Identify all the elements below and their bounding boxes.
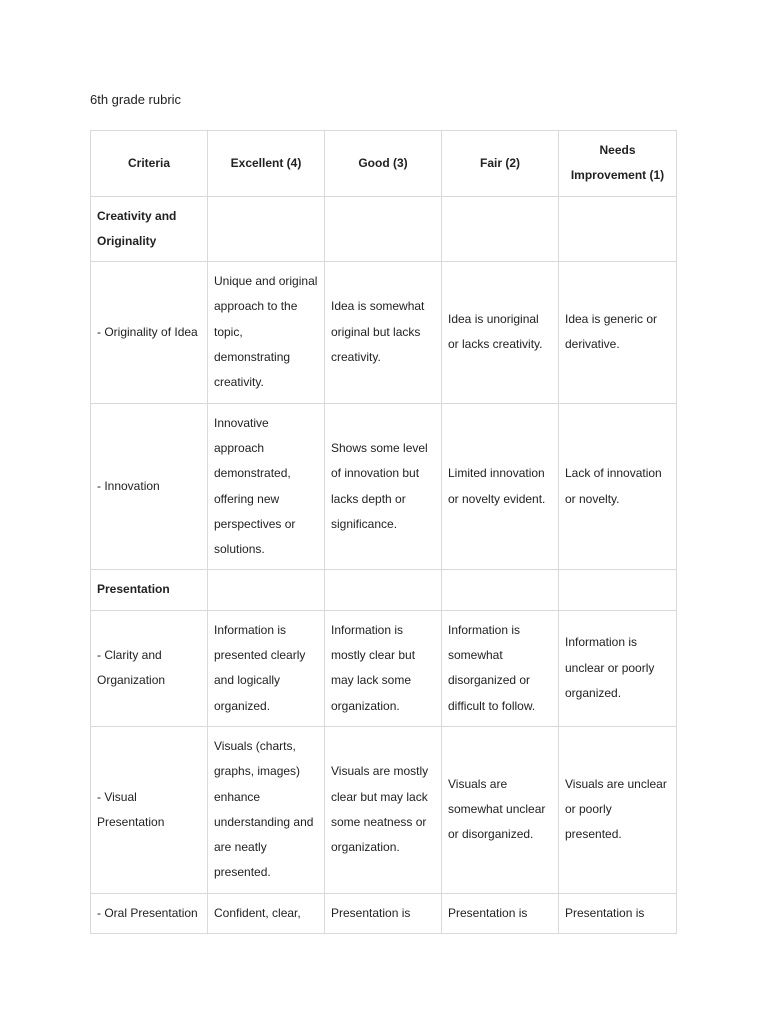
header-fair: Fair (2) xyxy=(442,131,559,197)
table-row xyxy=(91,403,677,570)
criteria-cell: - Oral Presentation xyxy=(91,893,208,933)
good-cell: Presentation is xyxy=(325,893,442,933)
section-label: Creativity and Originality xyxy=(91,196,208,262)
header-needs-improvement: Needs Improvement (1) xyxy=(559,131,677,197)
fair-cell: Visuals are somewhat unclear or disorganized. xyxy=(442,726,559,893)
table-row xyxy=(91,726,677,893)
excellent-cell: Innovative approach demonstrated, offering new perspectives or solutions. xyxy=(208,403,325,570)
header-excellent: Excellent (4) xyxy=(208,131,325,197)
table-row xyxy=(91,262,677,403)
table-cell xyxy=(559,570,677,610)
table-cell xyxy=(442,570,559,610)
fair-cell: Idea is unoriginal or lacks creativity. xyxy=(442,262,559,403)
header-criteria: Criteria xyxy=(91,131,208,197)
needs-improvement-cell: Presentation is xyxy=(559,893,677,933)
table-cell xyxy=(559,196,677,262)
needs-improvement-cell: Idea is generic or derivative. xyxy=(559,262,677,403)
excellent-cell: Confident, clear, xyxy=(208,893,325,933)
criteria-cell: - Innovation xyxy=(91,403,208,570)
table-cell xyxy=(325,570,442,610)
excellent-cell: Unique and original approach to the topic, demonstrating creativity. xyxy=(208,262,325,403)
good-cell: Idea is somewhat original but lacks creativity. xyxy=(325,262,442,403)
table-cell xyxy=(442,196,559,262)
header-row xyxy=(91,131,677,197)
rubric-table xyxy=(90,130,677,934)
section-label: Presentation xyxy=(91,570,208,610)
fair-cell: Information is somewhat disorganized or difficult to follow. xyxy=(442,610,559,726)
good-cell: Information is mostly clear but may lack some organization. xyxy=(325,610,442,726)
needs-improvement-cell: Information is unclear or poorly organized. xyxy=(559,610,677,726)
header-good: Good (3) xyxy=(325,131,442,197)
criteria-cell: - Visual Presentation xyxy=(91,726,208,893)
needs-improvement-cell: Lack of innovation or novelty. xyxy=(559,403,677,570)
document-title: 6th grade rubric xyxy=(90,92,182,107)
criteria-cell: - Originality of Idea xyxy=(91,262,208,403)
table-cell xyxy=(325,196,442,262)
criteria-cell: - Clarity and Organization xyxy=(91,610,208,726)
table-cell xyxy=(208,196,325,262)
table-row xyxy=(91,893,677,933)
table-row xyxy=(91,610,677,726)
excellent-cell: Information is presented clearly and logically organized. xyxy=(208,610,325,726)
needs-improvement-cell: Visuals are unclear or poorly presented. xyxy=(559,726,677,893)
fair-cell: Presentation is xyxy=(442,893,559,933)
good-cell: Shows some level of innovation but lacks depth or significance. xyxy=(325,403,442,570)
section-row xyxy=(91,196,677,262)
excellent-cell: Visuals (charts, graphs, images) enhance understanding and are neatly presented. xyxy=(208,726,325,893)
table-cell xyxy=(208,570,325,610)
section-row xyxy=(91,570,677,610)
good-cell: Visuals are mostly clear but may lack some neatness or organization. xyxy=(325,726,442,893)
fair-cell: Limited innovation or novelty evident. xyxy=(442,403,559,570)
